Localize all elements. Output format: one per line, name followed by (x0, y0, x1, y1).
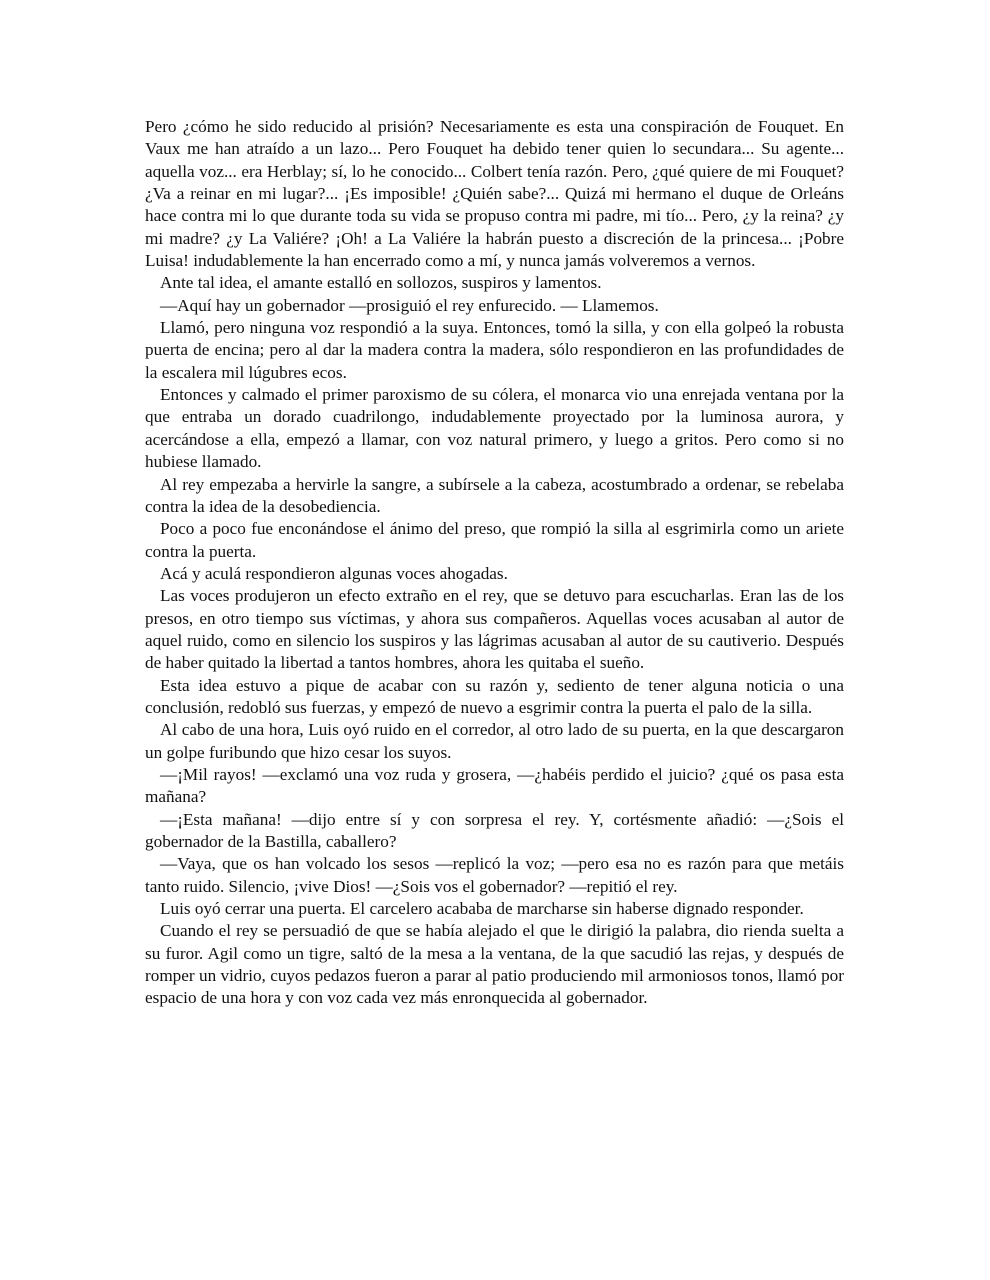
paragraph-13: —¡Esta mañana! —dijo entre sí y con sorpresa el rey. Y, cortésmente añadió: —¿Sois el gobernador de la Bastilla, caballero? (145, 809, 844, 851)
paragraph-10: Esta idea estuvo a pique de acabar con su razón y, sediento de tener alguna noticia o una conclusión, redobló sus fuerzas, y empezó de nuevo a esgrimir contra la puerta el palo de la silla. (145, 675, 844, 717)
paragraph-2: Ante tal idea, el amante estalló en sollozos, suspiros y lamentos. (160, 273, 602, 293)
paragraph-8: Acá y aculá respondieron algunas voces ahogadas. (160, 563, 508, 583)
paragraph-1: Pero ¿cómo he sido reducido al prisión? Necesariamente es esta una conspiración de Fouquet. En Vaux me han atraído a un lazo... Pero Fouquet ha debido tener quien lo secundara... Su agente... aquella voz... era Herblay; sí, lo he conocido... Colbert tenía razón. Pero, ¿qué quiere de mi Fouquet? ¿Va a reinar en mi lugar?... ¡Es imposible! ¿Quién sabe?... Quizá mi hermano el duque de Orleáns hace contra mi lo que durante toda su vida se propuso contra mi padre, mi tío... Pero, ¿y la reina? ¿y mi madre? ¿y La Valiére? ¡Oh! a La Valiére la habrán puesto a discreción de la princesa... ¡Pobre Luisa! indudablemente la han encerrado como a mí, y nunca jamás volveremos a vernos. (145, 117, 844, 271)
paragraph-9: Las voces produjeron un efecto extraño en el rey, que se detuvo para escucharlas. Eran las de los presos, en otro tiempo sus víctimas, y ahora sus compañeros. Aquellas voces acusaban al autor de aquel ruido, como en silencio los suspiros y las lágrimas acusaban al autor de su cautiverio. Después de haber quitado la libertad a tantos hombres, ahora les quitaba el sueño. (145, 586, 844, 673)
paragraph-12: —¡Mil rayos! —exclamó una voz ruda y grosera, —¿habéis perdido el juicio? ¿qué os pasa esta mañana? (145, 764, 844, 807)
paragraph-16: Cuando el rey se persuadió de que se había alejado el que le dirigió la palabra, dio rienda suelta a su furor. Agil como un tigre, saltó de la mesa a la ventana, de la que sacudió las rejas, y después de romper un vidrio, cuyos pedazos fueron a parar al patio produciendo mil armoniosos tonos, llamó por espacio de una hora y con voz cada vez más enronquecida al gobernador. (145, 921, 844, 1008)
paragraph-3: —Aquí hay un gobernador —prosiguió el rey enfurecido. — Llamemos. (160, 295, 659, 315)
paragraph-11: Al cabo de una hora, Luis oyó ruido en el corredor, al otro lado de su puerta, en la que descargaron un golpe furibundo que hizo cesar los suyos. (145, 720, 844, 762)
paragraph-7: Poco a poco fue enconándose el ánimo del preso, que rompió la silla al esgrimirla como un ariete contra la puerta. (145, 519, 844, 561)
paragraph-6: Al rey empezaba a hervirle la sangre, a subírsele a la cabeza, acostumbrado a ordenar, se rebelaba contra la idea de la desobediencia. (145, 474, 844, 516)
paragraph-5: Entonces y calmado el primer paroxismo de su cólera, el monarca vio una enrejada ventana por la que entraba un dorado cuadrilongo, indudablemente proyectado por la luminosa aurora, y acercándose a ella, empezó a llamar, con voz natural primero, y luego a gritos. Pero como si no hubiese llamado. (145, 385, 844, 472)
paragraph-15: Luis oyó cerrar una puerta. El carcelero acababa de marcharse sin haberse dignado responder. (160, 899, 804, 919)
paragraph-14: —Vaya, que os han volcado los sesos —replicó la voz; —pero esa no es razón para que metáis tanto ruido. Silencio, ¡vive Dios! —¿Sois vos el gobernador? —repitió el rey. (145, 854, 844, 896)
paragraph-4: Llamó, pero ninguna voz respondió a la suya. Entonces, tomó la silla, y con ella golpeó la robusta puerta de encina; pero al dar la madera contra la madera, sólo respondieron en las profundidades de la escalera mil lúgubres ecos. (145, 318, 844, 382)
document-page (145, 116, 844, 1010)
